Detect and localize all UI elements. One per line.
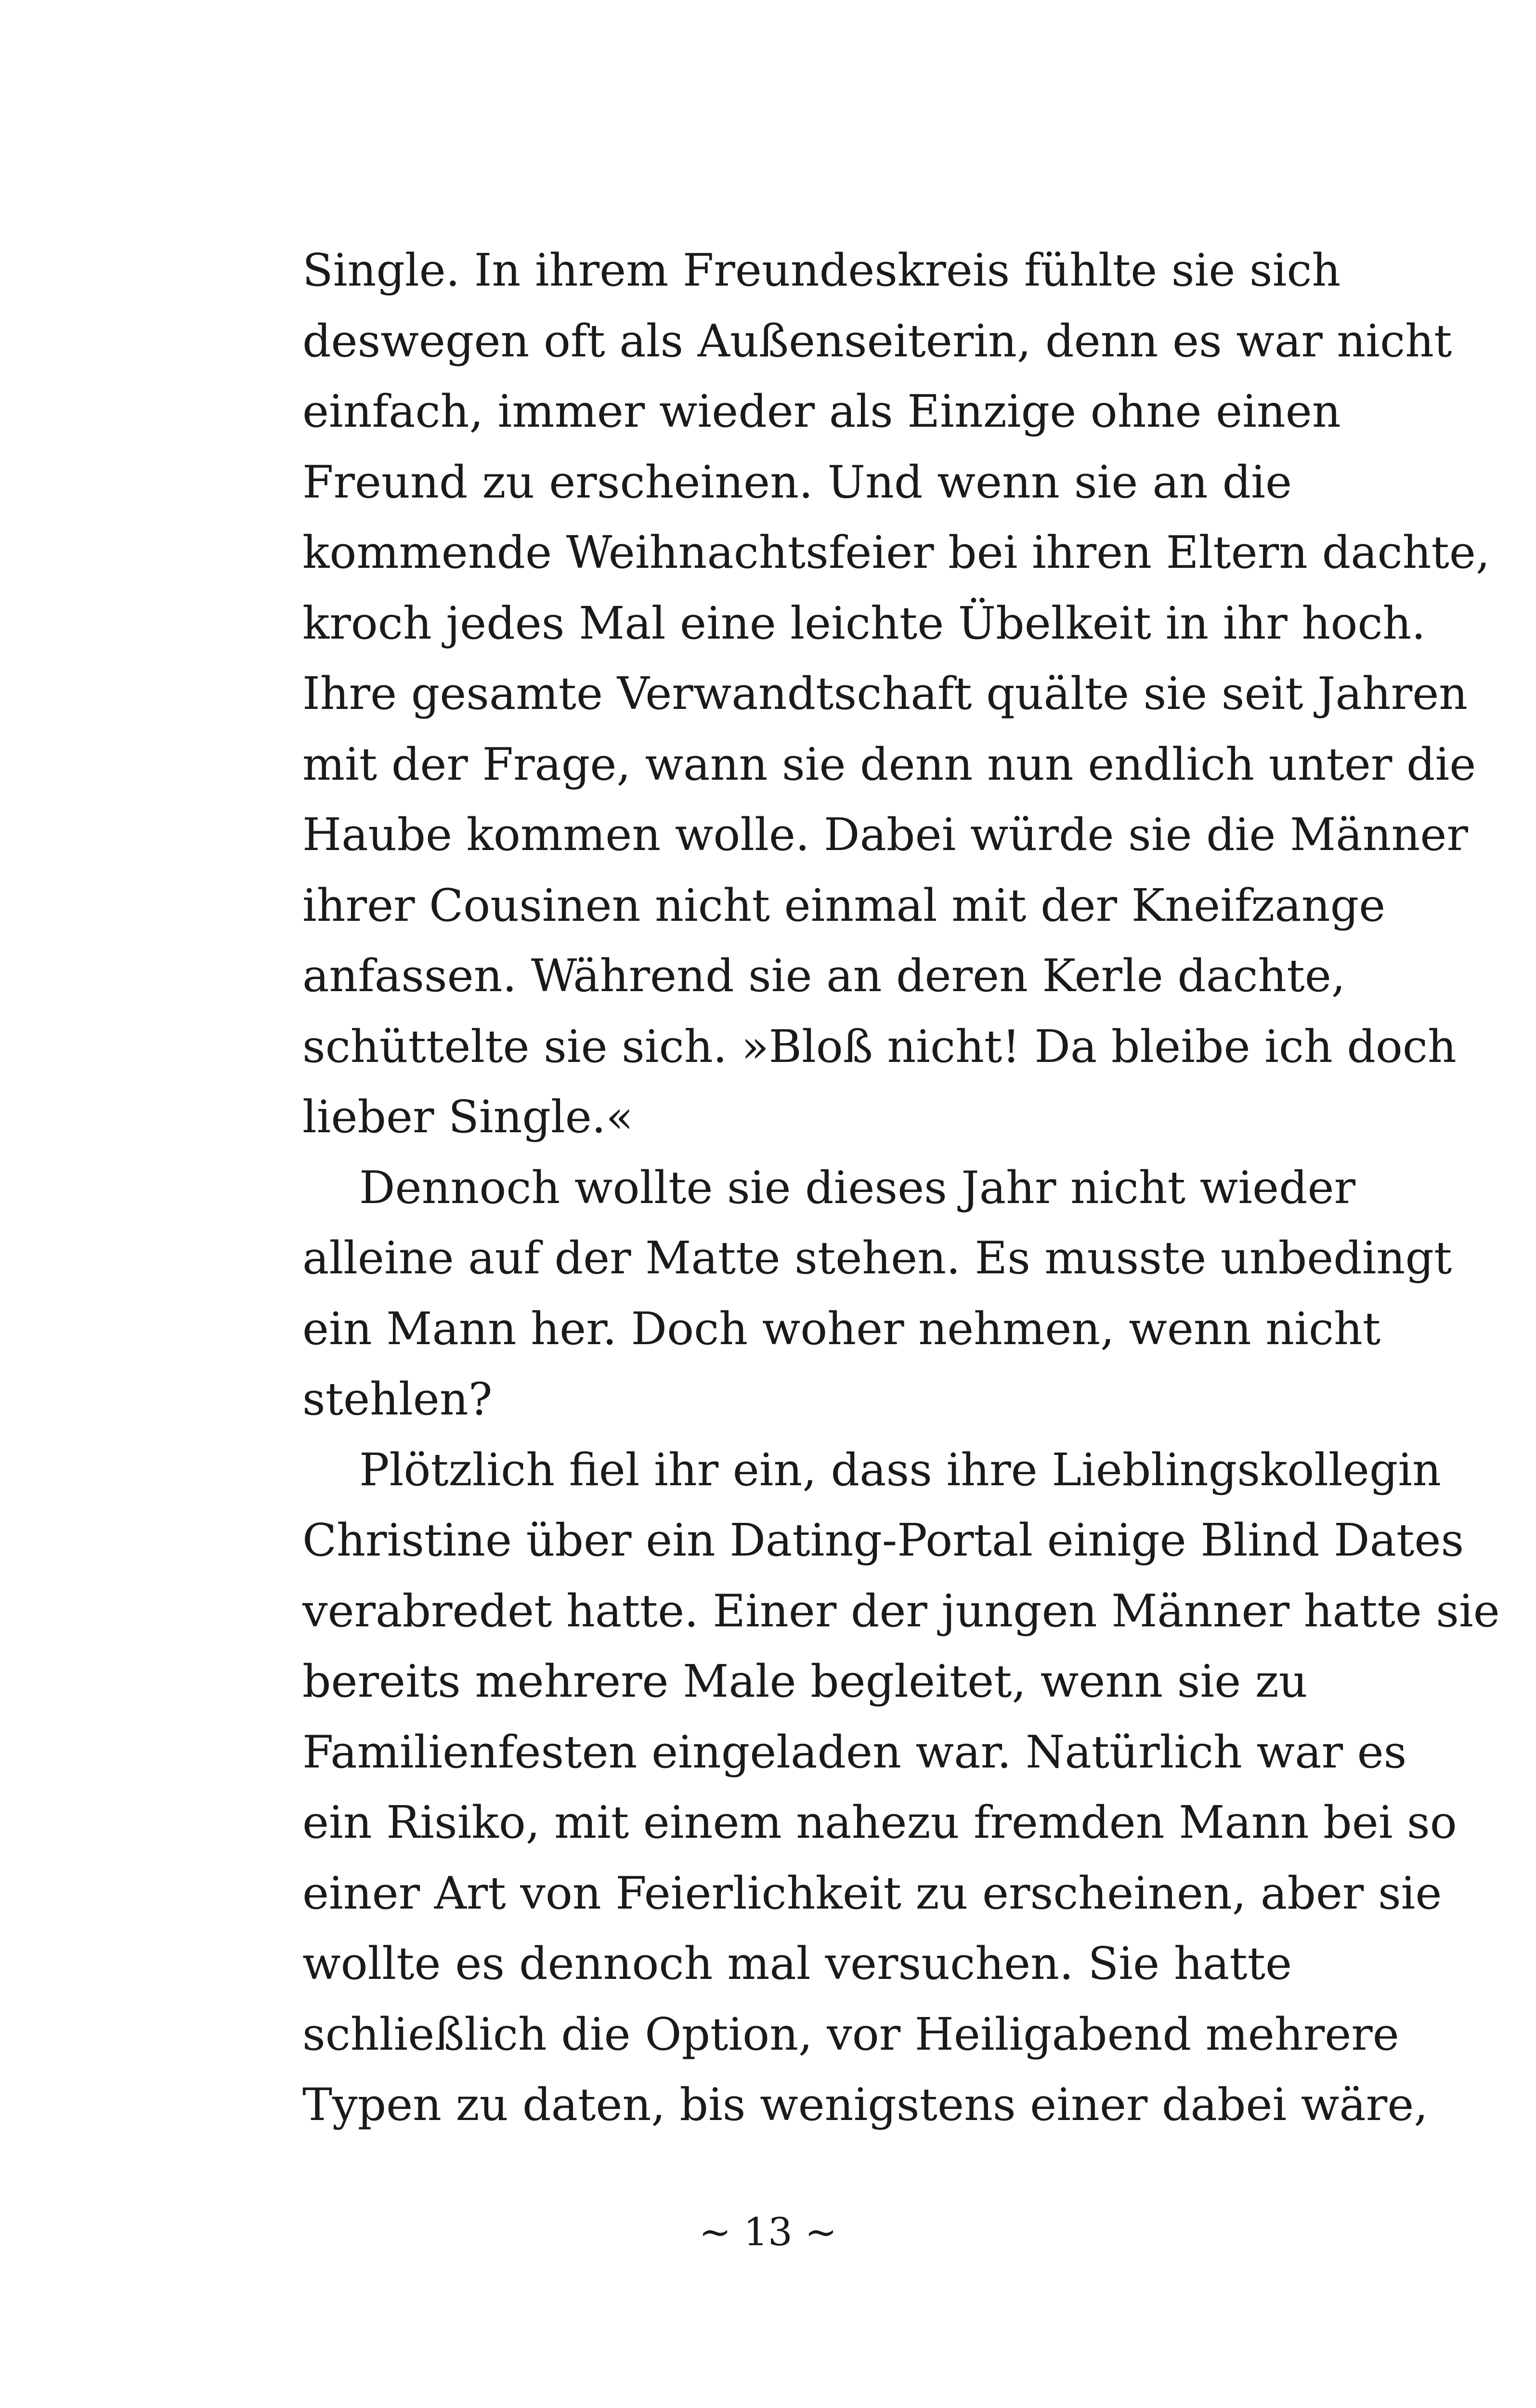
page-number: ~ 13 ~ [699,2210,837,2254]
body-text [302,235,1500,2140]
text-line: Haube kommen wolle. Dabei würde sie die Männer [302,809,1468,861]
text-line: wollte es dennoch mal versuchen. Sie hatte [302,1937,1292,1989]
text-line: deswegen oft als Außenseiterin, denn es war nicht [302,314,1452,367]
text-line: anfassen. Während sie an deren Kerle dachte, [302,950,1346,1002]
text-line: Ihre gesamte Verwandtschaft quälte sie seit Jahren [302,667,1468,720]
text-line: kommende Weihnachtsfeier bei ihren Eltern dachte, [302,526,1490,578]
text-line: schüttelte sie sich. »Bloß nicht! Da bleibe ich doch [302,1020,1457,1073]
text-line: Dennoch wollte sie dieses Jahr nicht wieder [359,1161,1356,1214]
text-line: Typen zu daten, bis wenigstens einer dabei wäre, [302,2079,1428,2131]
text-line: Christine über ein Dating-Portal einige Blind Dates [302,1514,1464,1566]
text-line: Freund zu erscheinen. Und wenn sie an die [302,456,1292,508]
text-line: bereits mehrere Male begleitet, wenn sie zu [302,1655,1308,1707]
text-line: kroch jedes Mal eine leichte Übelkeit in ihr hoch. [302,597,1426,649]
text-line: einfach, immer wieder als Einzige ohne einen [302,385,1341,437]
text-line: ihrer Cousinen nicht einmal mit der Kneifzange [302,879,1386,931]
text-line: alleine auf der Matte stehen. Es musste unbedingt [302,1232,1452,1284]
text-line: lieber Single.« [302,1091,634,1143]
text-line: Plötzlich fiel ihr ein, dass ihre Lieblingskollegin [359,1443,1441,1496]
text-line: ein Risiko, mit einem nahezu fremden Mann bei so [302,1796,1457,1848]
text-line: einer Art von Feierlichkeit zu erscheinen, aber sie [302,1867,1442,1919]
text-line: verabredet hatte. Einer der jungen Männer hatte sie [302,1584,1500,1637]
text-line: stehlen? [302,1373,493,1425]
text-line: Single. In ihrem Freundeskreis fühlte sie sich [302,244,1341,296]
text-line: ein Mann her. Doch woher nehmen, wenn nicht [302,1302,1381,1355]
text-line: Familienfesten eingeladen war. Natürlich war es [302,1726,1407,1778]
text-line: mit der Frage, wann sie denn nun endlich unter die [302,738,1476,790]
text-line: schließlich die Option, vor Heiligabend mehrere [302,2008,1399,2060]
